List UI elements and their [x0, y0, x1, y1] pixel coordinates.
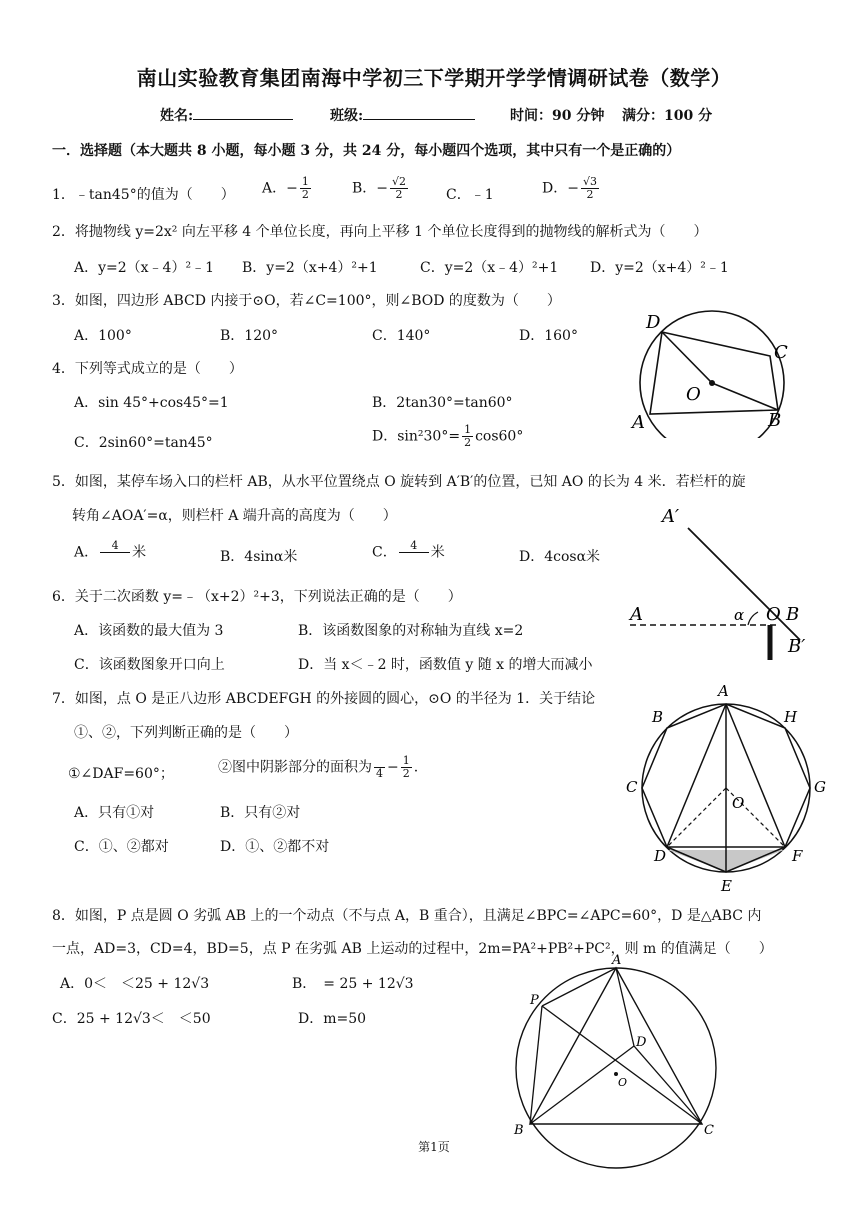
- q7-option-b: B．只有②对: [220, 805, 301, 821]
- q3-stem: 3．如图，四边形 ABCD 内接于⊙O，若∠C=100°，则∠BOD 的度数为（ ）: [52, 293, 561, 309]
- q8-stem-line2: 一点，AD=3，CD=4，BD=5，点 P 在劣弧 AB 上运动的过程中，2m=PA²+PB²+PC²，则 m 的值满足（ ）: [52, 941, 773, 957]
- q3-segment-ob: [712, 383, 778, 410]
- q3-label-o: O: [686, 384, 701, 405]
- q5-option-b: B．4sinα米: [220, 549, 298, 565]
- q7-label-o: O: [732, 794, 745, 812]
- q7-option-a: A．只有①对: [74, 805, 155, 821]
- q1-option-b: B．− $\frac{√2}{2}$: [352, 175, 407, 201]
- q8-option-c: C．25 + 12√3＜ ＜50: [52, 1011, 211, 1027]
- q5-label-a-prime: A′: [662, 506, 680, 527]
- q4-option-d: D．sin²30°= $\frac{1}{2}$ cos60°: [372, 423, 524, 449]
- q7-claim-2: ②图中阴影部分的面积为 4 − $\frac{1}{2}$ .: [218, 754, 419, 780]
- q7-label-g: G: [814, 778, 826, 796]
- time-label: 时间：90 分钟: [510, 108, 605, 124]
- q6-stem: 6．关于二次函数 y=﹣（x+2）²+3，下列说法正确的是（ ）: [52, 589, 462, 605]
- q4-stem: 4．下列等式成立的是（ ）: [52, 361, 243, 377]
- page-title: 南山实验教育集团南海中学初三下学期开学学情调研试卷（数学）: [136, 66, 732, 90]
- q5-angle-arc: [748, 612, 758, 625]
- q1-option-d: D．− $\frac{√3}{2}$: [542, 175, 597, 201]
- q3-option-a: A．100°: [74, 328, 132, 344]
- section-heading: 一．选择题（本大题共 8 小题，每小题 3 分，共 24 分，每小题四个选项，其中只有一个是正确的）: [52, 143, 681, 159]
- q1-stem: 1．﹣tan45°的值为（ ）: [52, 187, 235, 203]
- q5-figure: [626, 500, 816, 665]
- q3-label-a: A: [632, 412, 645, 433]
- q5-option-d: D．4cosα米: [519, 549, 601, 565]
- q3-figure: [628, 308, 798, 438]
- q8-option-a: A．0＜ ＜25 + 12√3: [60, 976, 210, 992]
- q7-figure: [620, 680, 830, 895]
- q4-option-b: B．2tan30°=tan60°: [372, 395, 513, 411]
- q7-option-d: D．①、②都不对: [220, 839, 330, 855]
- q5-option-c: C． 4 米: [372, 539, 445, 561]
- q8-label-c: C: [704, 1123, 714, 1138]
- q2-option-d: D．y=2（x+4）²﹣1: [590, 260, 729, 276]
- q8-option-d: D．m=50: [298, 1011, 367, 1027]
- q1-option-a: A．− $\frac{1}{2}$: [262, 175, 309, 201]
- name-field[interactable]: [160, 105, 293, 125]
- q1-option-c: C．﹣1: [446, 187, 494, 203]
- q6-option-d: D．当 x＜﹣2 时，函数值 y 随 x 的增大而减小: [298, 657, 593, 673]
- q6-option-a: A．该函数的最大值为 3: [74, 623, 224, 639]
- class-field[interactable]: [330, 105, 475, 125]
- q8-label-d: D: [636, 1035, 647, 1050]
- q4-option-c: C．2sin60°=tan45°: [74, 435, 213, 451]
- q7-label-e: E: [721, 877, 732, 895]
- q7-stem-line2: ①、②，下列判断正确的是（ ）: [74, 725, 298, 741]
- q3-center-dot: [709, 380, 715, 386]
- q8-option-b: B． = 25 + 12√3: [292, 976, 414, 992]
- q8-label-o: O: [618, 1076, 628, 1089]
- q3-segment-od: [662, 332, 712, 383]
- q8-label-p: P: [530, 993, 539, 1008]
- class-label: 班级:: [330, 108, 364, 124]
- q8-label-b: B: [514, 1123, 524, 1138]
- q8-segment-ad: [616, 968, 634, 1046]
- q6-option-c: C．该函数图象开口向上: [74, 657, 225, 673]
- q5-stem-line2: 转角∠AOA′=α，则栏杆 A 端升高的高度为（ ）: [72, 508, 397, 524]
- name-label: 姓名:: [160, 108, 194, 124]
- q3-label-b: B: [768, 410, 782, 431]
- q2-option-b: B．y=2（x+4）²+1: [242, 260, 378, 276]
- q7-label-a: A: [718, 682, 729, 700]
- q5-label-alpha: α: [734, 606, 745, 624]
- class-blank[interactable]: [363, 107, 475, 120]
- q2-option-c: C．y=2（x﹣4）²+1: [420, 260, 559, 276]
- q3-label-c: C: [774, 342, 788, 363]
- q8-triangle-abc: [530, 968, 702, 1124]
- q5-label-a: A: [630, 604, 643, 625]
- q7-stem-line1: 7．如图，点 O 是正八边形 ABCDEFGH 的外接圆的圆心，⊙O 的半径为 1．关于结论: [52, 691, 596, 707]
- q8-segment-cd: [634, 1046, 702, 1124]
- q7-claim-1: ①∠DAF=60°；: [68, 766, 174, 782]
- q2-stem: 2．将抛物线 y=2x² 向左平移 4 个单位长度，再向上平移 1 个单位长度得到的抛物线的解析式为（ ）: [52, 224, 708, 240]
- q7-segment-ad: [667, 704, 726, 847]
- q4-option-a: A．sin 45°+cos45°=1: [74, 395, 229, 411]
- q5-label-b-prime: B′: [788, 636, 806, 657]
- q5-label-o: O: [766, 604, 781, 625]
- q5-option-a: A． 4 米: [74, 539, 147, 561]
- q2-option-a: A．y=2（x﹣4）²﹣1: [74, 260, 214, 276]
- name-blank[interactable]: [193, 107, 293, 120]
- q3-option-d: D．160°: [519, 328, 578, 344]
- q7-label-c: C: [626, 778, 638, 796]
- q7-label-b: B: [652, 708, 664, 726]
- q7-segment-af: [726, 704, 785, 847]
- q7-label-h: H: [784, 708, 798, 726]
- q8-stem-line1: 8．如图，P 点是圆 O 劣弧 AB 上的一个动点（不与点 A，B 重合），且满足∠BPC=∠APC=60°，D 是△ABC 内: [52, 908, 762, 924]
- q5-stem-line1: 5．如图，某停车场入口的栏杆 AB，从水平位置绕点 O 旋转到 A′B′的位置，已知 AO 的长为 4 米．若栏杆的旋: [52, 474, 746, 490]
- q3-option-b: B．120°: [220, 328, 279, 344]
- q7-label-f: F: [792, 847, 803, 865]
- q7-dashed-od: [667, 788, 726, 847]
- q3-option-c: C．140°: [372, 328, 431, 344]
- q7-label-d: D: [654, 847, 667, 865]
- score-label: 满分：100 分: [622, 108, 713, 124]
- q7-option-c: C．①、②都对: [74, 839, 169, 855]
- q8-segment-pc: [542, 1006, 702, 1124]
- q3-circle: [640, 311, 784, 438]
- q6-option-b: B．该函数图象的对称轴为直线 x=2: [298, 623, 524, 639]
- q3-label-d: D: [646, 312, 661, 333]
- page-number: 第1页: [418, 1140, 450, 1154]
- q8-label-a: A: [612, 953, 622, 968]
- q5-label-b: B: [786, 604, 800, 625]
